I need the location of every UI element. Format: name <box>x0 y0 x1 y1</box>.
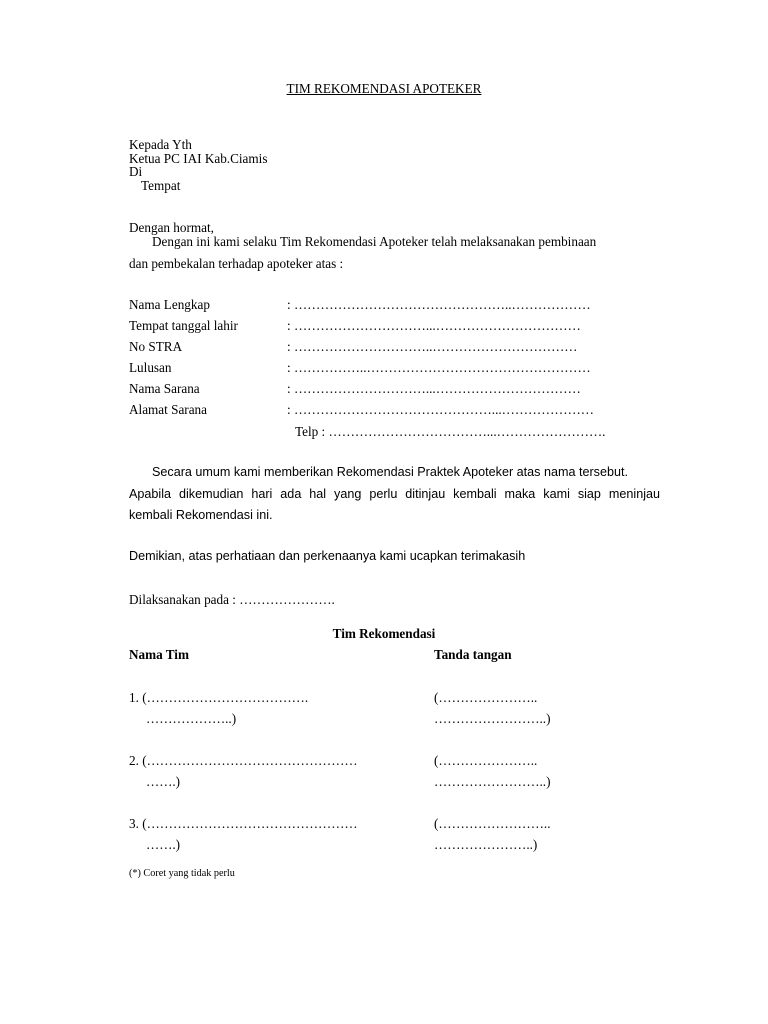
intro-line-2: dan pembekalan terhadap apoteker atas : <box>129 256 344 271</box>
document-title: TIM REKOMENDASI APOTEKER <box>286 81 482 96</box>
member-1-name-line-2: ………………..) <box>146 711 237 726</box>
field-value-alamat-sarana: : ………………………………………...………………… <box>287 402 594 417</box>
member-2-sign-line-1: (………………….. <box>434 753 538 768</box>
closing-statement: Demikian, atas perhatiaan dan perkenaanya kami ucapkan terimakasih <box>129 549 526 563</box>
executed-date: Dilaksanakan pada : …………………. <box>129 592 335 607</box>
recipient-line-1: Kepada Yth <box>129 137 192 152</box>
member-2-name-line-1: 2. (………………………………………… <box>129 753 358 768</box>
body-line-1: Secara umum kami memberikan Rekomendasi Praktek Apoteker atas nama tersebut. <box>152 465 628 479</box>
intro-line-1: Dengan ini kami selaku Tim Rekomendasi Apoteker telah melaksanakan pembinaan <box>152 234 597 249</box>
recipient-line-2: Ketua PC IAI Kab.Ciamis <box>129 151 268 166</box>
member-1-name-line-1: 1. (………………………………. <box>129 690 309 705</box>
member-3-sign-line-1: (…………………….. <box>434 816 551 831</box>
team-col-name: Nama Tim <box>129 647 189 662</box>
field-value-no-stra: : …………………………..…………………………… <box>287 339 578 354</box>
field-value-lulusan: : ……………..…………………………………………… <box>287 360 591 375</box>
field-label-nama-lengkap: Nama Lengkap <box>129 297 210 312</box>
field-label-tempat-tanggal-lahir: Tempat tanggal lahir <box>129 318 238 333</box>
member-3-sign-line-2: …………………..) <box>434 837 538 852</box>
member-1-sign-line-2: ……………………..) <box>434 711 551 726</box>
member-2-name-line-2: …….) <box>146 774 181 789</box>
member-3-name-line-2: …….) <box>146 837 181 852</box>
member-2-sign-line-2: ……………………..) <box>434 774 551 789</box>
team-heading: Tim Rekomendasi <box>332 626 436 641</box>
field-telp: Telp : ………………………………...……………………. <box>295 424 606 439</box>
field-label-nama-sarana: Nama Sarana <box>129 381 200 396</box>
greeting: Dengan hormat, <box>129 220 214 235</box>
field-value-nama-sarana: : …………………………...…………………………… <box>287 381 581 396</box>
field-label-no-stra: No STRA <box>129 339 183 354</box>
member-1-sign-line-1: (………………….. <box>434 690 538 705</box>
field-value-nama-lengkap: : …………………………………………..……………… <box>287 297 591 312</box>
body-line-3: kembali Rekomendasi ini. <box>129 508 273 522</box>
recipient-line-4: Tempat <box>141 178 181 193</box>
field-label-lulusan: Lulusan <box>129 360 172 375</box>
team-col-sign: Tanda tangan <box>434 647 512 662</box>
recipient-line-3: Di <box>129 164 143 179</box>
footnote: (*) Coret yang tidak perlu <box>129 868 235 879</box>
field-value-tempat-tanggal-lahir: : …………………………...…………………………… <box>287 318 581 333</box>
body-line-2: Apabila dikemudian hari ada hal yang perlu ditinjau kembali maka kami siap meninjau <box>129 487 660 501</box>
field-label-alamat-sarana: Alamat Sarana <box>129 402 207 417</box>
member-3-name-line-1: 3. (………………………………………… <box>129 816 358 831</box>
